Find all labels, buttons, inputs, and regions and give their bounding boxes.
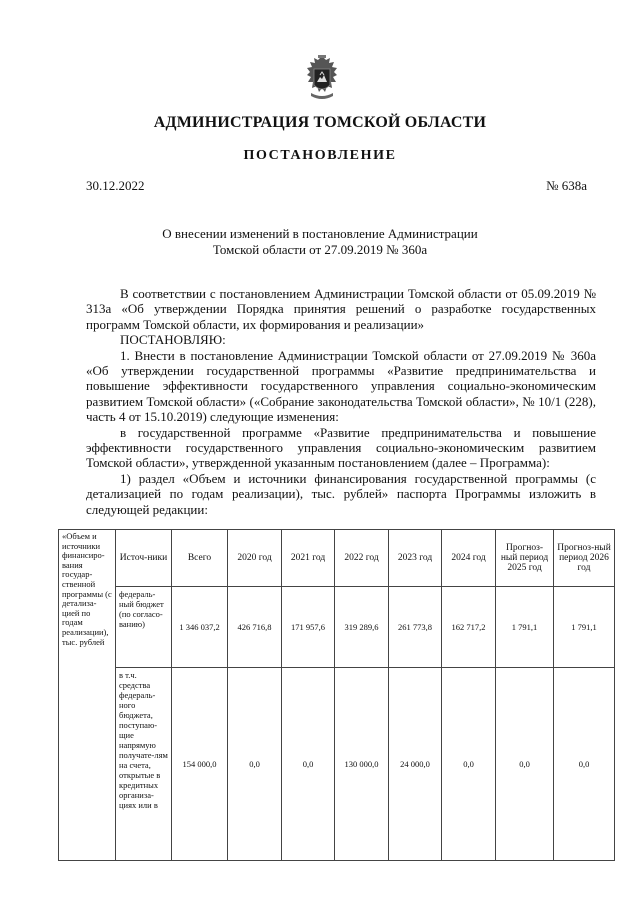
value-cell: 0,0	[282, 668, 335, 861]
value-cell: 0,0	[496, 668, 554, 861]
financing-row-label: «Объем и источники финансиро-вания государ-ственной программы (с детализа-цией по годам реализации), тыс. рублей	[59, 530, 116, 861]
table-header-cell: Прогноз-ный период 2026 год	[554, 530, 615, 587]
table-header-cell: 2024 год	[442, 530, 496, 587]
table-header-cell: 2023 год	[389, 530, 442, 587]
table-row	[59, 587, 615, 668]
value-cell: 1 791,1	[496, 587, 554, 668]
document-number: № 638а	[546, 178, 587, 193]
value-cell: 319 289,6	[335, 587, 389, 668]
value-cell: 1 791,1	[554, 587, 615, 668]
subject-line-2: Томской области от 27.09.2019 № 360а	[212, 242, 428, 257]
value-cell: 261 773,8	[389, 587, 442, 668]
value-cell: 24 000,0	[389, 668, 442, 861]
paragraph-resolve: ПОСТАНОВЛЯЮ:	[120, 332, 226, 348]
coat-of-arms-emblem	[303, 55, 341, 105]
table-header-cell: 2021 год	[282, 530, 335, 587]
document-type-title: ПОСТАНОВЛЕНИЕ	[243, 148, 397, 163]
source-cell: в т.ч. средства федераль-ного бюджета, поступаю-щие напрямую получате-лям на счета, открытые в кредитных организа-циях или в	[116, 668, 172, 861]
value-cell: 171 957,6	[282, 587, 335, 668]
value-cell: 0,0	[228, 668, 282, 861]
paragraph-section: 1) раздел «Объем и источники финансирования государственной программы (с детализацией по годам реализации), тыс. рублей» паспорта Программы изложить в следующей редакции:	[86, 470, 596, 517]
financing-table	[58, 529, 615, 861]
table-header-cell: Источ-ники	[116, 530, 172, 587]
document-date: 30.12.2022	[86, 178, 145, 193]
value-cell: 154 000,0	[172, 668, 228, 861]
table-row	[59, 668, 615, 861]
organization-title: АДМИНИСТРАЦИЯ ТОМСКОЙ ОБЛАСТИ	[153, 114, 487, 131]
value-cell: 162 717,2	[442, 587, 496, 668]
document-subject	[0, 226, 640, 258]
paragraph-item-1: 1. Внести в постановление Администрации Томской области от 27.09.2019 № 360а «Об утверждении государственной программы «Развитие предпринимательства и повышение эффективности государственного управления социально-экономическим развитием Томской области» («Собрание законодательства Томской области», № 10/1 (228), часть 4 от 15.10.2019) следующие изменения:	[86, 347, 596, 425]
table-header-cell: 2022 год	[335, 530, 389, 587]
table-header-cell: Прогноз-ный период 2025 год	[496, 530, 554, 587]
document-body	[86, 286, 596, 517]
value-cell: 1 346 037,2	[172, 587, 228, 668]
value-cell: 130 000,0	[335, 668, 389, 861]
paragraph-basis: В соответствии с постановлением Администрации Томской области от 05.09.2019 № 313а «Об утверждении Порядка принятия решений о разработке государственных программ Томской области, их формирования и реализации»	[86, 286, 596, 332]
table-header-row	[59, 530, 615, 587]
source-cell: федераль-ный бюджет (по согласо-ванию)	[116, 587, 172, 668]
value-cell: 426 716,8	[228, 587, 282, 668]
paragraph-program: в государственной программе «Развитие предпринимательства и повышение эффективности государственного управления социально-экономическим развитием Томской области», утвержденной указанным постановлением (далее – Программа):	[86, 424, 596, 471]
table-header-cell: Всего	[172, 530, 228, 587]
value-cell: 0,0	[554, 668, 615, 861]
subject-line-1: О внесении изменений в постановление Администрации	[162, 226, 478, 241]
value-cell: 0,0	[442, 668, 496, 861]
table-header-cell: 2020 год	[228, 530, 282, 587]
